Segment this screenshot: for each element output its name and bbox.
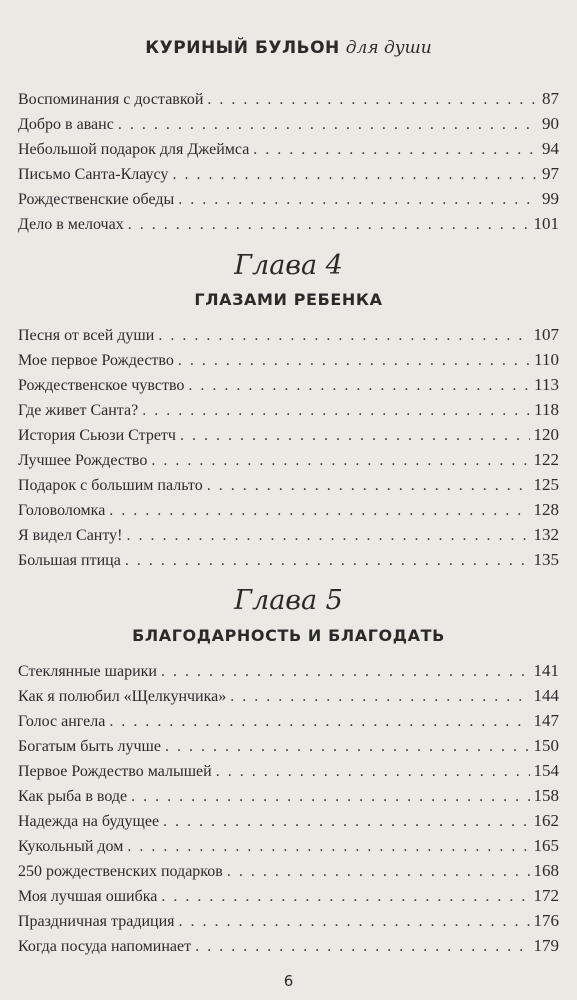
toc-entry-title: Большая птица	[18, 552, 121, 569]
dot-leader	[230, 684, 529, 709]
toc-section-continued	[18, 86, 559, 236]
toc-entry	[18, 522, 559, 547]
toc-entry	[18, 372, 559, 397]
toc-entry-page: 150	[533, 736, 559, 755]
toc-entry-title: История Сьюзи Стретч	[18, 427, 176, 444]
toc-entry-page: 179	[533, 936, 559, 955]
toc-entry	[18, 708, 559, 733]
toc-entry	[18, 908, 559, 933]
toc-entry-page: 165	[533, 836, 559, 855]
toc-entry	[18, 86, 559, 111]
chapter-label: Глава 4	[234, 250, 343, 281]
toc-entry	[18, 161, 559, 186]
toc-entry-page: 128	[533, 500, 559, 519]
toc-entry-title: Богатым быть лучше	[18, 738, 161, 755]
toc-entry-title: Кукольный дом	[18, 838, 124, 855]
dot-leader	[142, 398, 530, 423]
toc-entry-title: Небольшой подарок для Джеймса	[18, 141, 250, 158]
toc-entry	[18, 111, 559, 136]
dot-leader	[128, 212, 530, 237]
toc-entry-title: Как я полюбил «Щелкунчика»	[18, 688, 227, 705]
dot-leader	[195, 934, 529, 959]
toc-entry-title: 250 рождественских подарков	[18, 863, 223, 880]
toc-entry	[18, 447, 559, 472]
toc-entry	[18, 211, 559, 236]
dot-leader	[131, 784, 529, 809]
toc-entry-title: Где живет Санта?	[18, 402, 139, 419]
dot-leader	[253, 137, 538, 162]
toc-entry-title: Добро в аванс	[18, 116, 114, 133]
toc-entry-page: 110	[534, 350, 559, 369]
toc-entry-title: Письмо Санта-Клаусу	[18, 166, 169, 183]
toc-entry-page: 118	[534, 400, 559, 419]
dot-leader	[161, 659, 530, 684]
page-number: 6	[283, 972, 294, 990]
toc-entry-title: Рождественское чувство	[18, 377, 185, 394]
toc-entry-page: 154	[533, 761, 559, 780]
dot-leader	[207, 473, 530, 498]
toc-entry	[18, 422, 559, 447]
toc-entry	[18, 933, 559, 958]
toc-entry	[18, 322, 559, 347]
chapter-title: ГЛАЗАМИ РЕБЕНКА	[194, 290, 383, 309]
toc-entry-title: Как рыба в воде	[18, 788, 128, 805]
book-title-script: для души	[345, 38, 432, 58]
toc-entry	[18, 347, 559, 372]
toc-entry-page: 122	[533, 450, 559, 469]
toc-entry-title: Воспоминания с доставкой	[18, 91, 204, 108]
toc-entry-page: 132	[533, 525, 559, 544]
toc-entry-title: Праздничная традиция	[18, 913, 175, 930]
toc-entry	[18, 472, 559, 497]
dot-leader	[172, 162, 538, 187]
dot-leader	[126, 523, 529, 548]
dot-leader	[216, 759, 530, 784]
toc-entry-page: 176	[533, 911, 559, 930]
toc-entry-page: 125	[533, 475, 559, 494]
toc-entry-page: 144	[533, 686, 559, 705]
toc-entry-page: 120	[533, 425, 559, 444]
toc-entry-page: 97	[542, 164, 559, 183]
toc-entry	[18, 833, 559, 858]
toc-entry	[18, 136, 559, 161]
toc-entry-page: 87	[542, 89, 559, 108]
dot-leader	[127, 834, 529, 859]
toc-entry-page: 158	[533, 786, 559, 805]
dot-leader	[179, 909, 530, 934]
toc-section-chapter-4	[18, 322, 559, 572]
dot-leader	[207, 87, 538, 112]
toc-entry	[18, 883, 559, 908]
toc-entry	[18, 547, 559, 572]
toc-entry-title: Дело в мелочах	[18, 216, 124, 233]
toc-entry	[18, 783, 559, 808]
toc-entry-title: Лучшее Рождество	[18, 452, 148, 469]
dot-leader	[163, 809, 529, 834]
book-title: КУРИНЫЙ БУЛЬОН	[145, 38, 340, 58]
toc-entry-title: Песня от всей души	[18, 327, 155, 344]
toc-entry	[18, 858, 559, 883]
toc-entry-title: Первое Рождество малышей	[18, 763, 212, 780]
toc-entry	[18, 733, 559, 758]
toc-entry-page: 99	[542, 189, 559, 208]
toc-entry-page: 107	[533, 325, 559, 344]
toc-entry	[18, 758, 559, 783]
dot-leader	[180, 423, 530, 448]
dot-leader	[109, 709, 529, 734]
toc-entry-page: 147	[533, 711, 559, 730]
toc-entry-page: 90	[542, 114, 559, 133]
toc-entry	[18, 658, 559, 683]
toc-entry-page: 135	[533, 550, 559, 569]
dot-leader	[151, 448, 529, 473]
toc-entry-page: 94	[542, 139, 559, 158]
dot-leader	[188, 373, 530, 398]
toc-entry-page: 172	[533, 886, 559, 905]
toc-entry-page: 113	[534, 375, 559, 394]
toc-entry-page: 168	[533, 861, 559, 880]
dot-leader	[158, 323, 529, 348]
toc-entry	[18, 186, 559, 211]
toc-entry	[18, 497, 559, 522]
chapter-title: БЛАГОДАРНОСТЬ И БЛАГОДАТЬ	[132, 626, 445, 645]
toc-entry-page: 141	[533, 661, 559, 680]
toc-entry-title: Подарок с большим пальто	[18, 477, 203, 494]
dot-leader	[178, 348, 530, 373]
toc-entry-title: Я видел Санту!	[18, 527, 123, 544]
toc-entry	[18, 397, 559, 422]
toc-entry-title: Мое первое Рождество	[18, 352, 174, 369]
dot-leader	[227, 859, 530, 884]
toc-entry	[18, 808, 559, 833]
toc-entry-title: Рождественские обеды	[18, 191, 175, 208]
dot-leader	[165, 734, 530, 759]
toc-entry-title: Стеклянные шарики	[18, 663, 157, 680]
toc-entry-title: Головоломка	[18, 502, 106, 519]
toc-entry-page: 162	[533, 811, 559, 830]
dot-leader	[118, 112, 538, 137]
chapter-label: Глава 5	[234, 585, 343, 616]
toc-entry-title: Моя лучшая ошибка	[18, 888, 158, 905]
toc-entry-page: 101	[533, 214, 559, 233]
running-header	[0, 38, 577, 58]
dot-leader	[125, 548, 530, 573]
dot-leader	[178, 187, 538, 212]
dot-leader	[109, 498, 529, 523]
toc-entry-title: Когда посуда напоминает	[18, 938, 192, 955]
toc-entry-title: Голос ангела	[18, 713, 106, 730]
toc-entry-title: Надежда на будущее	[18, 813, 160, 830]
dot-leader	[161, 884, 529, 909]
toc-section-chapter-5	[18, 658, 559, 958]
toc-entry	[18, 683, 559, 708]
